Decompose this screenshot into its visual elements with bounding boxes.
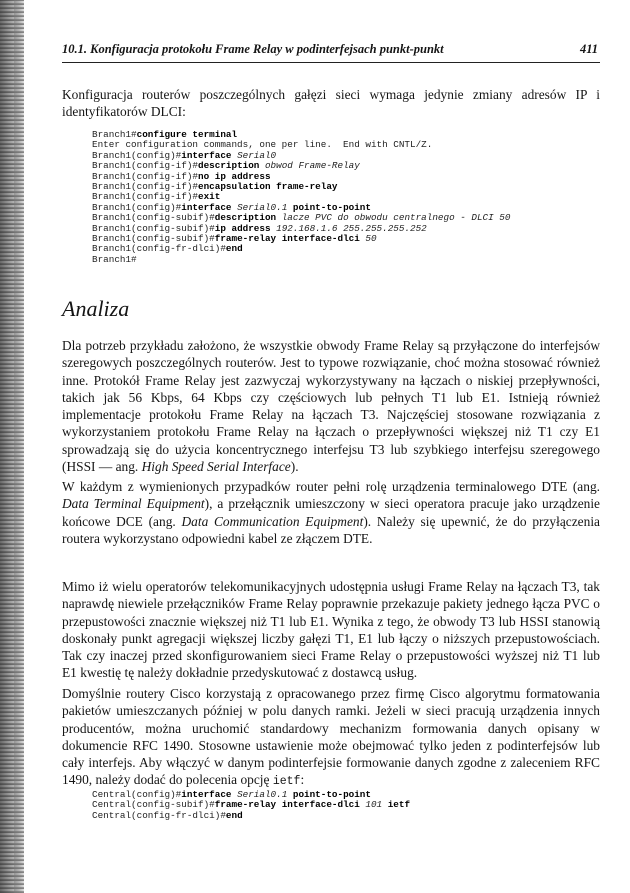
- code-line: Branch1(config-if)#no ip address: [92, 170, 271, 182]
- paragraph-2: W każdym z wymienionych przypadków router pełni rolę urządzenia terminalowego DTE (ang. Data Terminal Equipment), a przełącznik umieszczony w sieci operatora pracuje jako urządzenie końcowe DCE (ang. Data Communication Equipment). Należy się upewnić, że do przyłączenia routera wykorzystano odpowiedni kabel ze złączem DTE.: [62, 479, 601, 546]
- code-line: Branch1(config-subif)#description lacze PVC do obwodu centralnego - DLCI 50: [92, 212, 511, 224]
- running-header: [62, 42, 600, 63]
- code-line: Branch1(config-if)#encapsulation frame-relay: [92, 181, 338, 193]
- code-line: Branch1(config)#interface Serial0.1 point-to-point: [92, 201, 371, 213]
- scan-spine-gradient: [14, 0, 24, 893]
- code-line: Branch1(config-subif)#frame-relay interface-dlci 50: [92, 233, 377, 245]
- code-line: Enter configuration commands, one per line. End with CNTL/Z.: [92, 139, 433, 151]
- code-line: Branch1(config-subif)#ip address 192.168.1.6 255.255.255.252: [92, 222, 427, 234]
- code-line: Central(config)#interface Serial0.1 point-to-point: [92, 789, 371, 800]
- paragraph-3: Mimo iż wielu operatorów telekomunikacyjnych udostępnia usługi Frame Relay na łączach T3, tak naprawdę niewiele przełączników Frame Relay poprawnie przekazuje pakiety jednego łącza PVC o przepustowości znacznie większej niż T1 lub E1. Wynika z tego, że obwody T3 lub HSSI stanowią doskonały punkt agregacji większej liczby gałęzi T1, E1 lub łączy o niższych przepustowościach. Tak czy inaczej przed skonfigurowaniem sieci Frame Relay o przepustowości wyższej niż T1 lub E1 kwestię tę należy dokładnie przedyskutować z dostawcą usług.: [62, 579, 600, 681]
- paragraph-1: Dla potrzeb przykładu założono, że wszystkie obwody Frame Relay są przyłączone do interfejsów szeregowych poszczególnych routerów. Jest to typowe rozwiązanie, choć można stosować również inne. Protokół Frame Relay jest zazwyczaj wykorzystywany na łączach o niskiej przepływności, takich jak 56 Kbps, 64 Kbps czy częściowych lub pełnych T1 lub E1. Istnieją również implementacje protokołu Frame Relay na łączach T3. Najczęściej stosowane rozwiązania z wykorzystaniem protokołu Frame Relay na łączach o przepływności większej niż T1 czy E1 sprowadzają się do użycia koncentrycznego interfejsu T3 lub szybkiego interfejsu szeregowego (HSSI — ang. High Speed Serial Interface).: [62, 338, 600, 475]
- code-line: Branch1(config-if)#exit: [92, 191, 221, 203]
- code-line: Branch1#: [92, 253, 137, 265]
- page-number: 411: [579, 42, 598, 56]
- intro-paragraph: Konfiguracja routerów poszczególnych gałęzi sieci wymaga jedynie zmiany adresów IP i identyfikatorów DLCI:: [62, 87, 600, 120]
- code-line: Branch1(config-if)#description obwod Frame-Relay: [92, 160, 360, 172]
- header-title: 10.1. Konfiguracja protokołu Frame Relay w podinterfejsach punkt-punkt: [62, 42, 444, 56]
- paragraph-4: Domyślnie routery Cisco korzystają z opracowanego przez firmę Cisco algorytmu formatowania pakietów umieszczanych później w polu danych ramki. Jeżeli w sieci pracują urządzenia innych producentów, można uruchomić standardowy mechanizm formowania danych opisany w dokumencie RFC 1490. Stosowne ustawienie może obejmować tylko jeden z podinterfejsów lub cały interfejs. Aby włączyć w danym podinterfejsie formowanie danych zgodne z zaleceniem RFC 1490, należy dodać do polecenia opcję ietf:: [62, 686, 600, 789]
- code-line: Branch1#configure terminal: [92, 129, 238, 140]
- code-line: Branch1(config-fr-dlci)#end: [92, 243, 243, 255]
- code-block-central: [92, 790, 602, 821]
- section-heading: Analiza: [62, 296, 130, 321]
- code-line: Branch1(config)#interface Serial0: [92, 149, 277, 161]
- code-block-branch: [92, 130, 602, 265]
- code-line: Central(config-subif)#frame-relay interface-dlci 101 ietf: [92, 799, 411, 811]
- code-line: Central(config-fr-dlci)#end: [92, 809, 243, 821]
